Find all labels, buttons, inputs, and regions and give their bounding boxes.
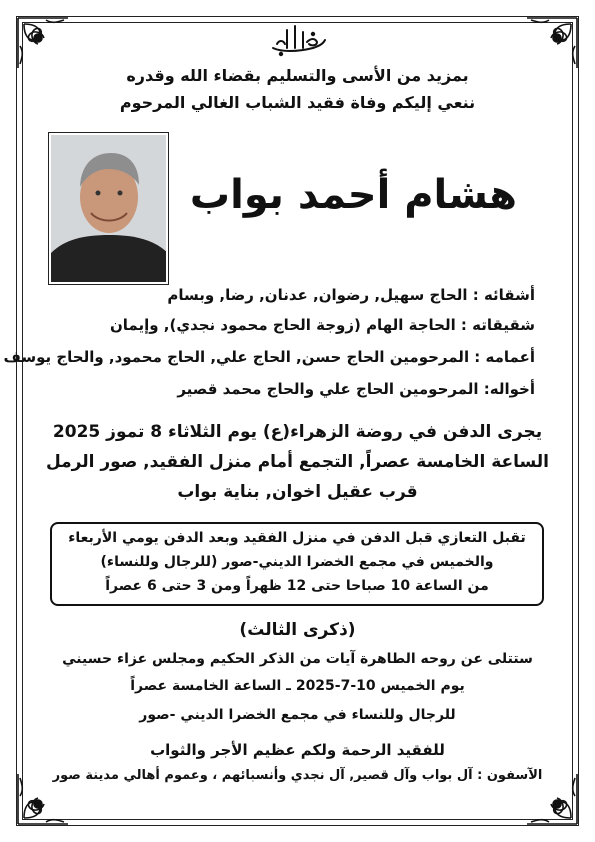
portrait-icon — [51, 135, 166, 282]
corner-ornament-icon — [14, 14, 72, 72]
burial-line: قرب عقيل اخوان, بناية بواب — [177, 482, 418, 502]
condolences-line: والخميس في مجمع الخضرا الديني-صور (للرجال وللنساء) — [100, 554, 494, 570]
prayer-line: للفقيد الرحمة ولكم عظيم الأجر والثواب — [150, 741, 445, 759]
maternal-uncles-line: أخواله: المرحومين الحاج علي والحاج محمد قصير — [177, 380, 535, 398]
memorial-line: يوم الخميس 10-7-2025 ـ الساعة الخامسة عصراً — [130, 678, 465, 694]
condolences-box — [50, 522, 544, 606]
deceased-photo — [48, 132, 169, 285]
memorial-line: للرجال وللنساء في مجمع الخضرا الديني -صور — [139, 707, 456, 723]
paternal-uncles-line: أعمامه : المرحومين الحاج حسن, الحاج علي, الحاج محمود, والحاج يوسف — [3, 348, 535, 366]
mourners-line: الآسفون : آل بواب وآل قصير, آل نجدي وأنسبائهم ، وعموم أهالي مدينة صور — [52, 768, 543, 783]
memorial-title: (ذكرى الثالث) — [239, 620, 356, 640]
deceased-name: هشام أحمد بواب — [189, 172, 517, 218]
opening-line: بمزيد من الأسى والتسليم بقضاء الله وقدره — [126, 66, 469, 85]
condolences-line: من الساعة 10 صباحا حتى 12 ظهراً ومن 3 حتى 6 عصراً — [105, 578, 489, 594]
calligraphy-icon — [267, 20, 329, 58]
corner-ornament-icon — [523, 14, 581, 72]
announcement-line: ننعي إليكم وفاة فقيد الشباب الغالي المرحوم — [119, 93, 476, 112]
burial-line: يجرى الدفن في روضة الزهراء(ع) يوم الثلاثاء 8 تموز 2025 — [52, 422, 543, 442]
brothers-line: أشقائه : الحاج سهيل, رضوان, عدنان, رضا, وبسام — [167, 286, 535, 304]
sisters-line: شقيقاته : الحاجة الهام (زوجة الحاج محمود نجدي), وإيمان — [109, 316, 535, 334]
memorial-line: ستتلى عن روحه الطاهرة آيات من الذكر الحكيم ومجلس عزاء حسيني — [62, 651, 533, 667]
condolences-line: تقبل التعازي قبل الدفن في منزل الفقيد وبعد الدفن يومي الأربعاء — [68, 530, 526, 546]
burial-line: الساعة الخامسة عصراً, التجمع أمام منزل الفقيد, صور الرمل — [45, 452, 550, 472]
